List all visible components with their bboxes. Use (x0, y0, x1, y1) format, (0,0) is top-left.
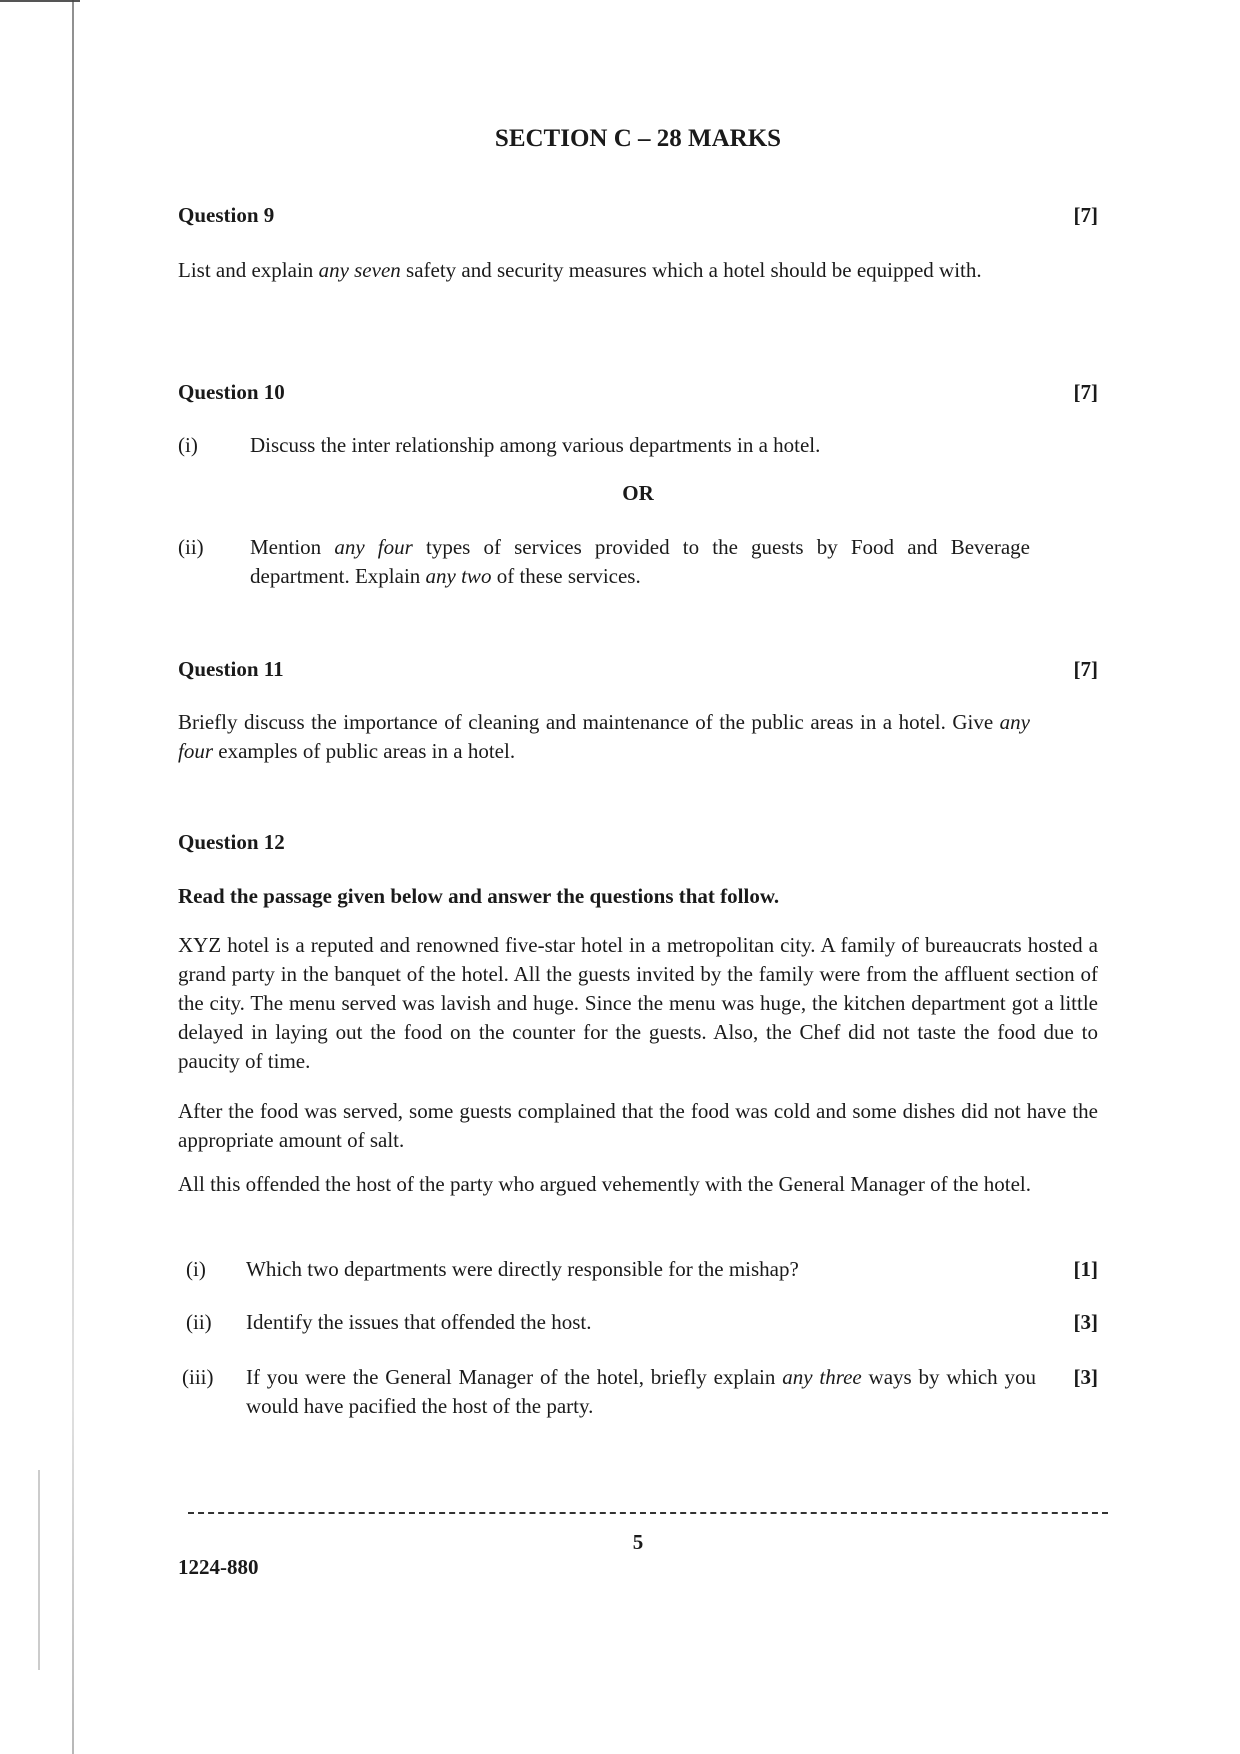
part-number: (ii) (178, 535, 204, 559)
question-11-text: Briefly discuss the importance of cleaning and maintenance of the public areas in a hotel. Give any four examples of public areas in a hotel. (178, 710, 1030, 763)
question-12-instruction: Read the passage given below and answer the questions that follow. (178, 884, 780, 908)
part-number: (i) (178, 433, 198, 457)
marks: [3] (1073, 1310, 1098, 1334)
question-11-header (178, 657, 1098, 682)
question-12-header (178, 830, 1098, 855)
part-text: Mention any four types of services provided to the guests by Food and Beverage department. Explain any two of these services. (250, 535, 1030, 588)
part-text: Which two departments were directly responsible for the mishap? (246, 1257, 799, 1281)
question-title: Question 10 (178, 380, 285, 404)
marks: [1] (1073, 1257, 1098, 1281)
marks: [7] (1073, 203, 1098, 227)
part-text: Identify the issues that offended the host. (246, 1310, 592, 1334)
marks: [3] (1073, 1365, 1098, 1389)
question-10-header (178, 380, 1098, 405)
passage-paragraph: XYZ hotel is a reputed and renowned five-star hotel in a metropolitan city. A family of bureaucrats hosted a grand party in the banquet of the hotel. All the guests invited by the family were from the affluent section of the city. The menu served was lavish and huge. Since the menu was huge, the kitchen department got a little delayed in laying out the food on the counter for the guests. Also, the Chef did not taste the food due to paucity of time. (178, 933, 1098, 1073)
question-9-text: List and explain any seven safety and security measures which a hotel should be equipped with. (178, 258, 982, 282)
passage-paragraph: After the food was served, some guests complained that the food was cold and some dishes did not have the appropriate amount of salt. (178, 1099, 1098, 1152)
scan-edge (72, 0, 74, 1754)
question-title: Question 12 (178, 830, 285, 854)
part-text: If you were the General Manager of the hotel, briefly explain any three ways by which you would have pacified the host of the party. (246, 1365, 1036, 1418)
passage-paragraph: All this offended the host of the party who argued vehemently with the General Manager of the hotel. (178, 1172, 1031, 1196)
marks: [7] (1073, 380, 1098, 404)
footer-divider (188, 1512, 1108, 1514)
part-text: Discuss the inter relationship among various departments in a hotel. (250, 433, 821, 457)
question-title: Question 9 (178, 203, 275, 227)
or-label: OR (622, 481, 654, 505)
scan-edge (0, 0, 80, 2)
paper-code: 1224-880 (178, 1555, 259, 1579)
marks: [7] (1073, 657, 1098, 681)
section-title: SECTION C – 28 MARKS (494, 125, 782, 152)
page-number: 5 (632, 1530, 644, 1554)
part-number: (ii) (186, 1310, 212, 1334)
part-number: (i) (186, 1257, 206, 1281)
scan-edge (38, 1470, 40, 1670)
question-9-header (178, 203, 1098, 228)
question-title: Question 11 (178, 657, 284, 681)
part-number: (iii) (182, 1365, 214, 1389)
